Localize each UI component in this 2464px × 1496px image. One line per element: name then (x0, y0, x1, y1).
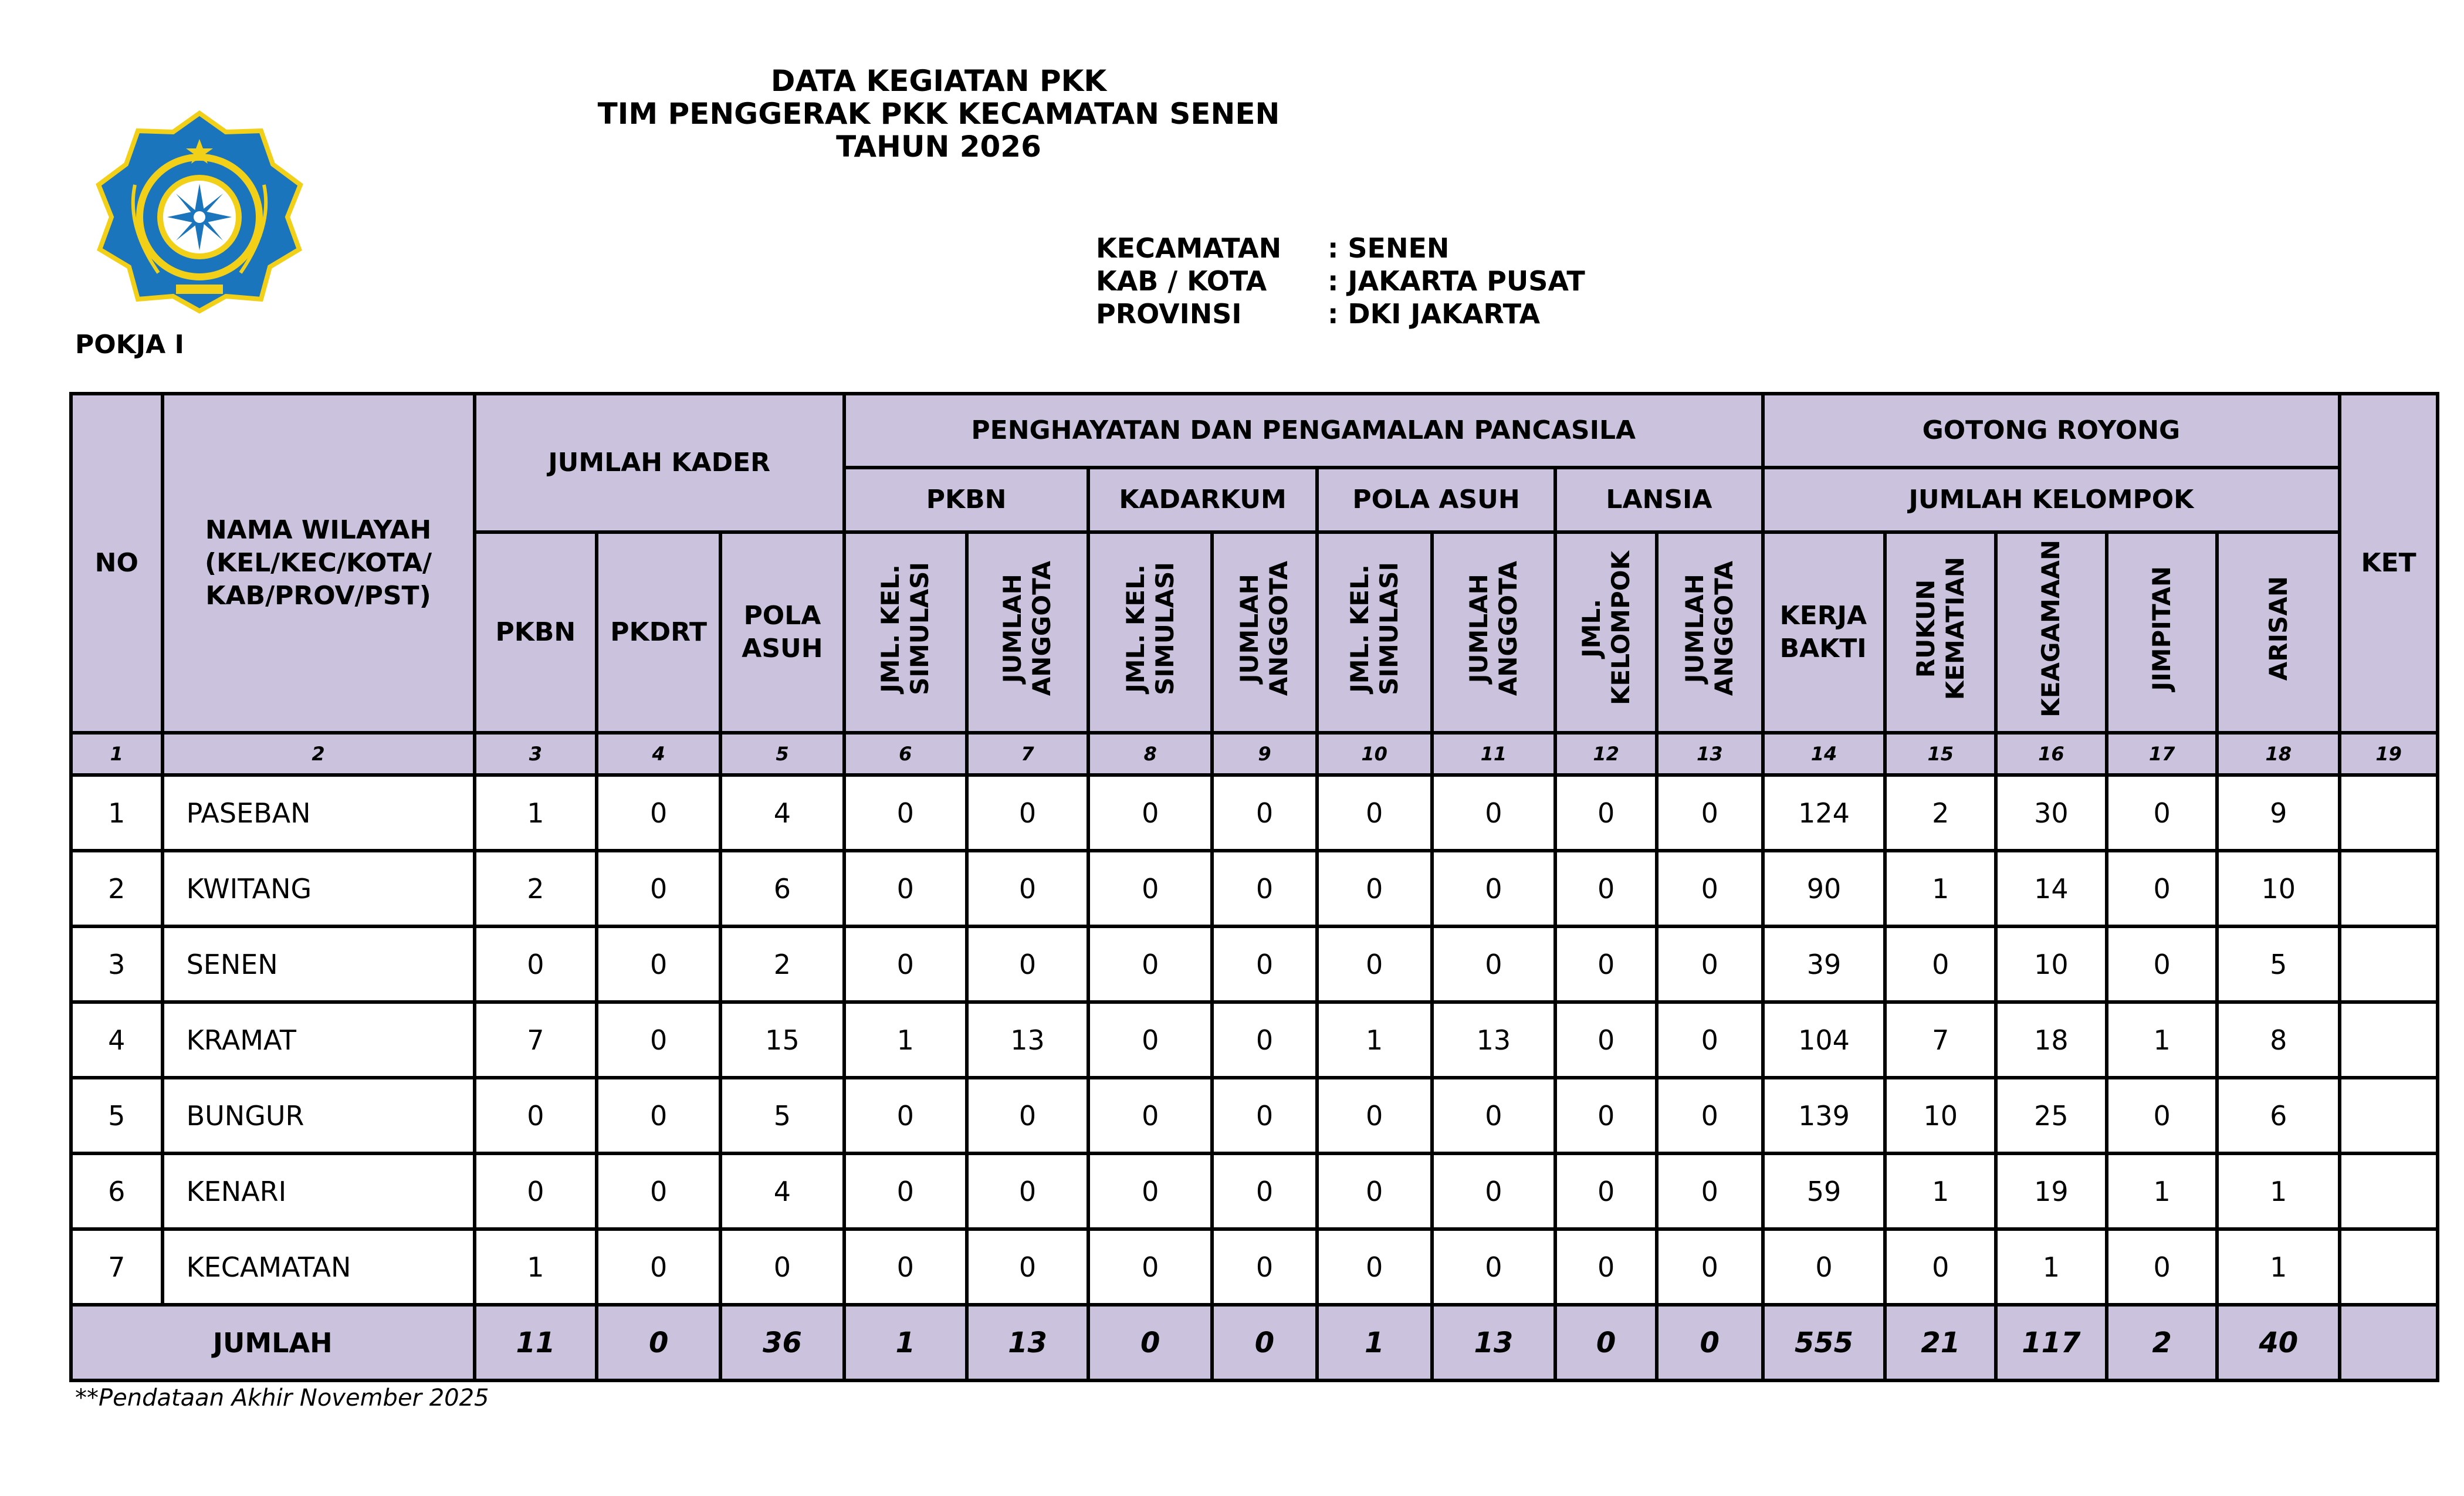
table-row (71, 1229, 2438, 1305)
column-number: 7 (967, 733, 1089, 775)
total-value: 13 (1432, 1305, 1556, 1380)
row-value: 0 (1212, 851, 1317, 926)
row-value: 0 (1432, 851, 1556, 926)
row-no: 2 (71, 851, 163, 926)
pkk-data-table (69, 392, 2439, 1382)
row-ket (2340, 1229, 2438, 1305)
row-value: 0 (1657, 1153, 1763, 1229)
table-row (71, 1002, 2438, 1078)
row-nama-wilayah: KENARI (163, 1153, 475, 1229)
total-value: 555 (1763, 1305, 1886, 1380)
row-value: 0 (1555, 1002, 1657, 1078)
row-value: 1 (1885, 1153, 1996, 1229)
row-value: 9 (2217, 775, 2340, 851)
row-value: 0 (1212, 926, 1317, 1002)
column-number: 16 (1996, 733, 2107, 775)
table-row (71, 775, 2438, 851)
total-ket (2340, 1305, 2438, 1380)
row-no: 4 (71, 1002, 163, 1078)
header-nama-wilayah: NAMA WILAYAH (KEL/KEC/KOTA/ KAB/PROV/PST) (163, 394, 475, 733)
row-value: 0 (1088, 851, 1212, 926)
row-value: 0 (597, 851, 720, 926)
row-value: 10 (2217, 851, 2340, 926)
header-pkbn-group: PKBN (844, 468, 1089, 532)
header-lansia-jumlah-anggota: JUMLAH ANGGOTA (1680, 560, 1739, 696)
row-value: 1 (844, 1002, 967, 1078)
total-value: 13 (967, 1305, 1089, 1380)
row-value: 0 (1763, 1229, 1886, 1305)
row-value: 0 (1317, 851, 1432, 926)
row-value: 0 (1432, 926, 1556, 1002)
header-polaasuh-jml-kel-simulasi: JML. KEL. SIMULASI (1345, 561, 1403, 695)
info-label-kecamatan: KECAMATAN (1096, 232, 1282, 264)
row-value: 0 (967, 926, 1089, 1002)
header-pkbn-jumlah-anggota: JUMLAH ANGGOTA (998, 560, 1057, 696)
column-number: 19 (2340, 733, 2438, 775)
title-line-3: TAHUN 2026 (836, 130, 1041, 164)
header-lansia: LANSIA (1555, 468, 1762, 532)
row-value: 25 (1996, 1078, 2107, 1153)
row-value: 0 (844, 926, 967, 1002)
row-nama-wilayah: PASEBAN (163, 775, 475, 851)
header-ket: KET (2340, 394, 2438, 733)
row-value: 0 (2107, 926, 2218, 1002)
row-value: 4 (720, 775, 844, 851)
row-value: 0 (1212, 1153, 1317, 1229)
row-value: 0 (1555, 851, 1657, 926)
total-value: 0 (1212, 1305, 1317, 1380)
row-value: 5 (2217, 926, 2340, 1002)
row-value: 0 (597, 1078, 720, 1153)
row-value: 0 (1317, 1078, 1432, 1153)
row-value: 0 (475, 1078, 597, 1153)
row-value: 0 (1212, 1078, 1317, 1153)
row-value: 1 (2107, 1002, 2218, 1078)
row-value: 1 (475, 775, 597, 851)
row-value: 2 (475, 851, 597, 926)
row-value: 124 (1763, 775, 1886, 851)
row-no: 5 (71, 1078, 163, 1153)
row-value: 1 (2217, 1229, 2340, 1305)
column-number: 14 (1763, 733, 1886, 775)
header-polaasuh-jumlah-anggota: JUMLAH ANGGOTA (1464, 560, 1522, 696)
column-number: 8 (1088, 733, 1212, 775)
row-value: 0 (1317, 775, 1432, 851)
row-value: 0 (844, 1078, 967, 1153)
row-value: 0 (1657, 1229, 1763, 1305)
row-value: 0 (1317, 1153, 1432, 1229)
row-value: 6 (720, 851, 844, 926)
info-value-kecamatan: : SENEN (1328, 232, 1450, 264)
column-number: 17 (2107, 733, 2218, 775)
row-value: 18 (1996, 1002, 2107, 1078)
row-value: 7 (475, 1002, 597, 1078)
row-value: 0 (844, 851, 967, 926)
column-number: 2 (163, 733, 475, 775)
row-value: 10 (1885, 1078, 1996, 1153)
row-no: 3 (71, 926, 163, 1002)
row-value: 59 (1763, 1153, 1886, 1229)
header-pola-asuh-group: POLA ASUH (1317, 468, 1555, 532)
table-body (71, 775, 2438, 1305)
row-value: 0 (720, 1229, 844, 1305)
row-value: 0 (1555, 775, 1657, 851)
row-value: 0 (1657, 926, 1763, 1002)
row-value: 104 (1763, 1002, 1886, 1078)
row-value: 0 (597, 1153, 720, 1229)
row-value: 0 (597, 1002, 720, 1078)
info-label-kabkota: KAB / KOTA (1096, 265, 1267, 297)
row-ket (2340, 926, 2438, 1002)
column-number-row (71, 733, 2438, 775)
row-value: 0 (967, 1153, 1089, 1229)
column-number: 6 (844, 733, 967, 775)
column-number: 13 (1657, 733, 1763, 775)
row-value: 0 (1212, 1002, 1317, 1078)
row-value: 6 (2217, 1078, 2340, 1153)
header-kadarkum: KADARKUM (1088, 468, 1316, 532)
row-value: 0 (844, 1153, 967, 1229)
row-ket (2340, 775, 2438, 851)
column-number: 10 (1317, 733, 1432, 775)
total-value: 0 (1555, 1305, 1657, 1380)
total-label: JUMLAH (71, 1305, 475, 1380)
table-row (71, 1153, 2438, 1229)
header-kadarkum-jumlah-anggota: JUMLAH ANGGOTA (1235, 560, 1294, 696)
header-arisan: ARISAN (2263, 576, 2293, 681)
row-value: 0 (1212, 1229, 1317, 1305)
info-value-provinsi: : DKI JAKARTA (1328, 298, 1541, 330)
row-nama-wilayah: KECAMATAN (163, 1229, 475, 1305)
total-value: 36 (720, 1305, 844, 1380)
title-line-2: TIM PENGGERAK PKK KECAMATAN SENEN (597, 97, 1280, 131)
row-value: 0 (844, 1229, 967, 1305)
row-ket (2340, 1078, 2438, 1153)
row-value: 0 (1555, 1229, 1657, 1305)
header-jimpitan: JIMPITAN (2147, 566, 2177, 691)
header-jumlah-kader: JUMLAH KADER (475, 394, 844, 532)
row-value: 0 (475, 926, 597, 1002)
row-value: 0 (1432, 775, 1556, 851)
row-value: 19 (1996, 1153, 2107, 1229)
row-value: 0 (1317, 1229, 1432, 1305)
row-value: 0 (1657, 1078, 1763, 1153)
row-value: 0 (1657, 1002, 1763, 1078)
info-value-kabkota: : JAKARTA PUSAT (1328, 265, 1585, 297)
title-line-1: DATA KEGIATAN PKK (770, 64, 1107, 98)
row-no: 1 (71, 775, 163, 851)
row-ket (2340, 851, 2438, 926)
total-value: 40 (2217, 1305, 2340, 1380)
row-value: 0 (1657, 851, 1763, 926)
row-value: 139 (1763, 1078, 1886, 1153)
row-value: 0 (2107, 775, 2218, 851)
row-value: 5 (720, 1078, 844, 1153)
row-value: 13 (967, 1002, 1089, 1078)
total-value: 0 (1657, 1305, 1763, 1380)
row-value: 2 (720, 926, 844, 1002)
row-value: 0 (967, 851, 1089, 926)
row-value: 0 (2107, 1078, 2218, 1153)
row-value: 1 (2217, 1153, 2340, 1229)
row-value: 0 (1088, 1153, 1212, 1229)
row-value: 0 (597, 775, 720, 851)
pokja-label: POKJA I (75, 330, 184, 360)
row-value: 0 (967, 1229, 1089, 1305)
row-value: 13 (1432, 1002, 1556, 1078)
footnote: **Pendataan Akhir November 2025 (75, 1385, 489, 1412)
table-row (71, 851, 2438, 926)
header-pkbn-jml-kel-simulasi: JML. KEL. SIMULASI (876, 561, 935, 695)
column-number: 3 (475, 733, 597, 775)
row-nama-wilayah: KRAMAT (163, 1002, 475, 1078)
row-value: 0 (1088, 1229, 1212, 1305)
row-value: 1 (475, 1229, 597, 1305)
pkk-logo (94, 109, 305, 314)
column-number: 11 (1432, 733, 1556, 775)
row-value: 0 (1432, 1078, 1556, 1153)
row-value: 0 (967, 1078, 1089, 1153)
row-value: 1 (2107, 1153, 2218, 1229)
row-ket (2340, 1002, 2438, 1078)
header-lansia-jml-kelompok: JML. KELOMPOK (1576, 551, 1635, 706)
header-pola-asuh: POLA ASUH (720, 532, 844, 733)
row-value: 30 (1996, 775, 2107, 851)
row-no: 6 (71, 1153, 163, 1229)
row-no: 7 (71, 1229, 163, 1305)
row-value: 0 (1432, 1153, 1556, 1229)
header-pkbn: PKBN (475, 532, 597, 733)
row-value: 0 (1432, 1229, 1556, 1305)
row-value: 0 (1212, 775, 1317, 851)
row-value: 1 (1317, 1002, 1432, 1078)
row-value: 15 (720, 1002, 844, 1078)
total-value: 0 (597, 1305, 720, 1380)
row-value: 0 (1657, 775, 1763, 851)
row-value: 14 (1996, 851, 2107, 926)
row-value: 0 (2107, 1229, 2218, 1305)
row-nama-wilayah: KWITANG (163, 851, 475, 926)
column-number: 12 (1555, 733, 1657, 775)
row-value: 2 (1885, 775, 1996, 851)
column-number: 4 (597, 733, 720, 775)
region-info (1096, 232, 1585, 330)
total-row (71, 1305, 2438, 1380)
header-keagamaan: KEAGAMAAN (2036, 539, 2066, 717)
row-value: 0 (1555, 1153, 1657, 1229)
row-value: 0 (1555, 926, 1657, 1002)
column-number: 15 (1885, 733, 1996, 775)
header-jumlah-kelompok: JUMLAH KELOMPOK (1763, 468, 2340, 532)
header-kadarkum-jml-kel-simulasi: JML. KEL. SIMULASI (1121, 561, 1179, 695)
total-value: 11 (475, 1305, 597, 1380)
column-number: 18 (2217, 733, 2340, 775)
row-value: 0 (2107, 851, 2218, 926)
total-value: 1 (1317, 1305, 1432, 1380)
row-nama-wilayah: SENEN (163, 926, 475, 1002)
row-value: 7 (1885, 1002, 1996, 1078)
row-value: 8 (2217, 1002, 2340, 1078)
row-value: 0 (967, 775, 1089, 851)
total-value: 117 (1996, 1305, 2107, 1380)
row-value: 4 (720, 1153, 844, 1229)
row-value: 0 (1555, 1078, 1657, 1153)
total-value: 1 (844, 1305, 967, 1380)
row-value: 0 (597, 1229, 720, 1305)
column-number: 1 (71, 733, 163, 775)
info-label-provinsi: PROVINSI (1096, 298, 1242, 330)
row-value: 0 (475, 1153, 597, 1229)
column-number: 9 (1212, 733, 1317, 775)
row-value: 1 (1996, 1229, 2107, 1305)
header-no: NO (71, 394, 163, 733)
total-value: 2 (2107, 1305, 2218, 1380)
total-value: 0 (1088, 1305, 1212, 1380)
table-row (71, 926, 2438, 1002)
row-value: 0 (1885, 1229, 1996, 1305)
header-pkdrt: PKDRT (597, 532, 720, 733)
row-value: 0 (597, 926, 720, 1002)
row-ket (2340, 1153, 2438, 1229)
row-value: 1 (1885, 851, 1996, 926)
row-nama-wilayah: BUNGUR (163, 1078, 475, 1153)
row-value: 0 (1885, 926, 1996, 1002)
header-kerja-bakti: KERJA BAKTI (1763, 532, 1886, 733)
row-value: 0 (1317, 926, 1432, 1002)
row-value: 10 (1996, 926, 2107, 1002)
row-value: 39 (1763, 926, 1886, 1002)
row-value: 90 (1763, 851, 1886, 926)
row-value: 0 (1088, 1078, 1212, 1153)
total-value: 21 (1885, 1305, 1996, 1380)
row-value: 0 (1088, 926, 1212, 1002)
header-gotong-royong: GOTONG ROYONG (1763, 394, 2340, 468)
row-value: 0 (1088, 1002, 1212, 1078)
header-penghayatan: PENGHAYATAN DAN PENGAMALAN PANCASILA (844, 394, 1763, 468)
table-row (71, 1078, 2438, 1153)
header-rukun-kematian: RUKUN KEMATIAN (1911, 556, 1969, 700)
row-value: 0 (844, 775, 967, 851)
column-number: 5 (720, 733, 844, 775)
row-value: 0 (1088, 775, 1212, 851)
